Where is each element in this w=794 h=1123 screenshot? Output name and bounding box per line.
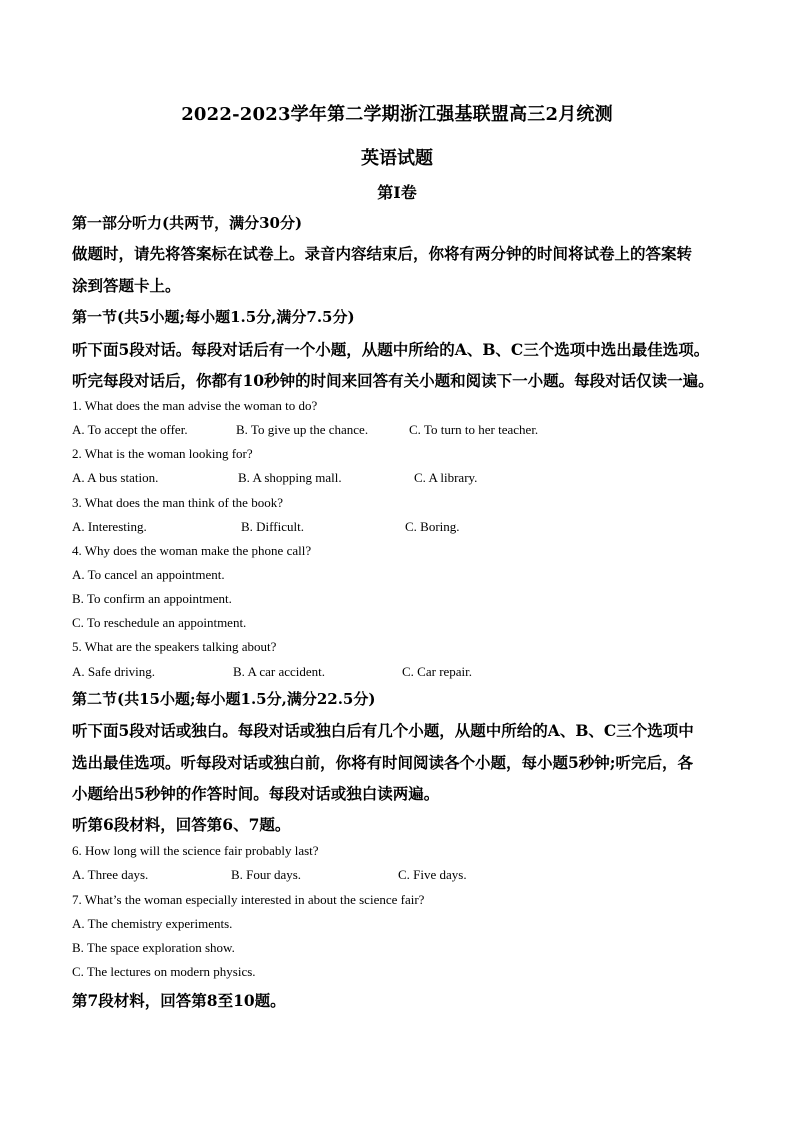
question-3-text: 3. What does the man think of the book?	[72, 495, 283, 510]
question-1-option-b: B. To give up the chance.	[236, 422, 369, 437]
question-4-option-c: C. To reschedule an appointment.	[72, 615, 247, 630]
section1-instruction-line2: 听完每段对话后，你都有10秒钟的时间来回答有关小题和阅读下一小题。每段对话仅读一遍。	[72, 371, 714, 390]
question-7-text: 7. What’s the woman especially interested in about the science fair?	[72, 892, 425, 907]
question-2-option-c: C. A library.	[414, 470, 478, 485]
question-1-option-a: A. To accept the offer.	[72, 422, 188, 437]
section2-heading: 第二节(共15小题;每小题1.5分,满分22.5分)	[72, 690, 376, 708]
material-6-heading: 听第6段材料，回答第6、7题。	[72, 815, 291, 834]
question-7-option-c: C. The lectures on modern physics.	[72, 964, 256, 979]
section2-instruction-line1: 听下面5段对话或独白。每段对话或独白后有几个小题，从题中所给的A、B、C三个选项中	[72, 721, 694, 740]
question-4-option-a: A. To cancel an appointment.	[72, 567, 225, 582]
question-6-text: 6. How long will the science fair probably last?	[72, 843, 319, 858]
question-6-option-a: A. Three days.	[72, 867, 149, 882]
section2-instruction-line2: 选出最佳选项。听每段对话或独白前，你将有时间阅读各个小题，每小题5秒钟;听完后，各	[72, 753, 694, 772]
question-5-option-c: C. Car repair.	[402, 664, 473, 679]
question-5-text: 5. What are the speakers talking about?	[72, 639, 277, 654]
question-6-option-c: C. Five days.	[398, 867, 467, 882]
question-4-text: 4. Why does the woman make the phone call?	[72, 543, 312, 558]
question-2-option-a: A. A bus station.	[72, 470, 159, 485]
question-3-option-b: B. Difficult.	[241, 519, 304, 534]
section1-instruction-line1: 听下面5段对话。每段对话后有一个小题，从题中所给的A、B、C三个选项中选出最佳选项。	[72, 340, 710, 359]
question-1-option-c: C. To turn to her teacher.	[409, 422, 539, 437]
part1-heading: 第一部分听力(共两节，满分30分)	[72, 214, 303, 232]
question-1-text: 1. What does the man advise the woman to do?	[72, 398, 318, 413]
question-7-option-a: A. The chemistry experiments.	[72, 916, 233, 931]
question-3-option-a: A. Interesting.	[72, 519, 147, 534]
question-4-option-b: B. To confirm an appointment.	[72, 591, 232, 606]
question-6-option-b: B. Four days.	[231, 867, 302, 882]
part1-instruction-line2: 涂到答题卡上。	[72, 276, 181, 295]
section2-instruction-line3: 小题给出5秒钟的作答时间。每段对话或独白读两遍。	[72, 784, 440, 803]
question-7-option-b: B. The space exploration show.	[72, 940, 235, 955]
question-5-option-a: A. Safe driving.	[72, 664, 156, 679]
subject-title: 英语试题	[361, 148, 433, 169]
part1-instruction-line1: 做题时，请先将答案标在试卷上。录音内容结束后，你将有两分钟的时间将试卷上的答案转	[72, 244, 693, 263]
question-3-option-c: C. Boring.	[405, 519, 460, 534]
exam-title: 2022-2023学年第二学期浙江强基联盟高三2月统测	[181, 104, 613, 125]
question-2-text: 2. What is the woman looking for?	[72, 446, 253, 461]
question-2-option-b: B. A shopping mall.	[238, 470, 342, 485]
section1-heading: 第一节(共5小题;每小题1.5分,满分7.5分)	[72, 308, 355, 326]
question-5-option-b: B. A car accident.	[233, 664, 326, 679]
volume-label: 第I卷	[377, 183, 417, 202]
material-7-heading: 第7段材料，回答第8至10题。	[72, 991, 286, 1010]
